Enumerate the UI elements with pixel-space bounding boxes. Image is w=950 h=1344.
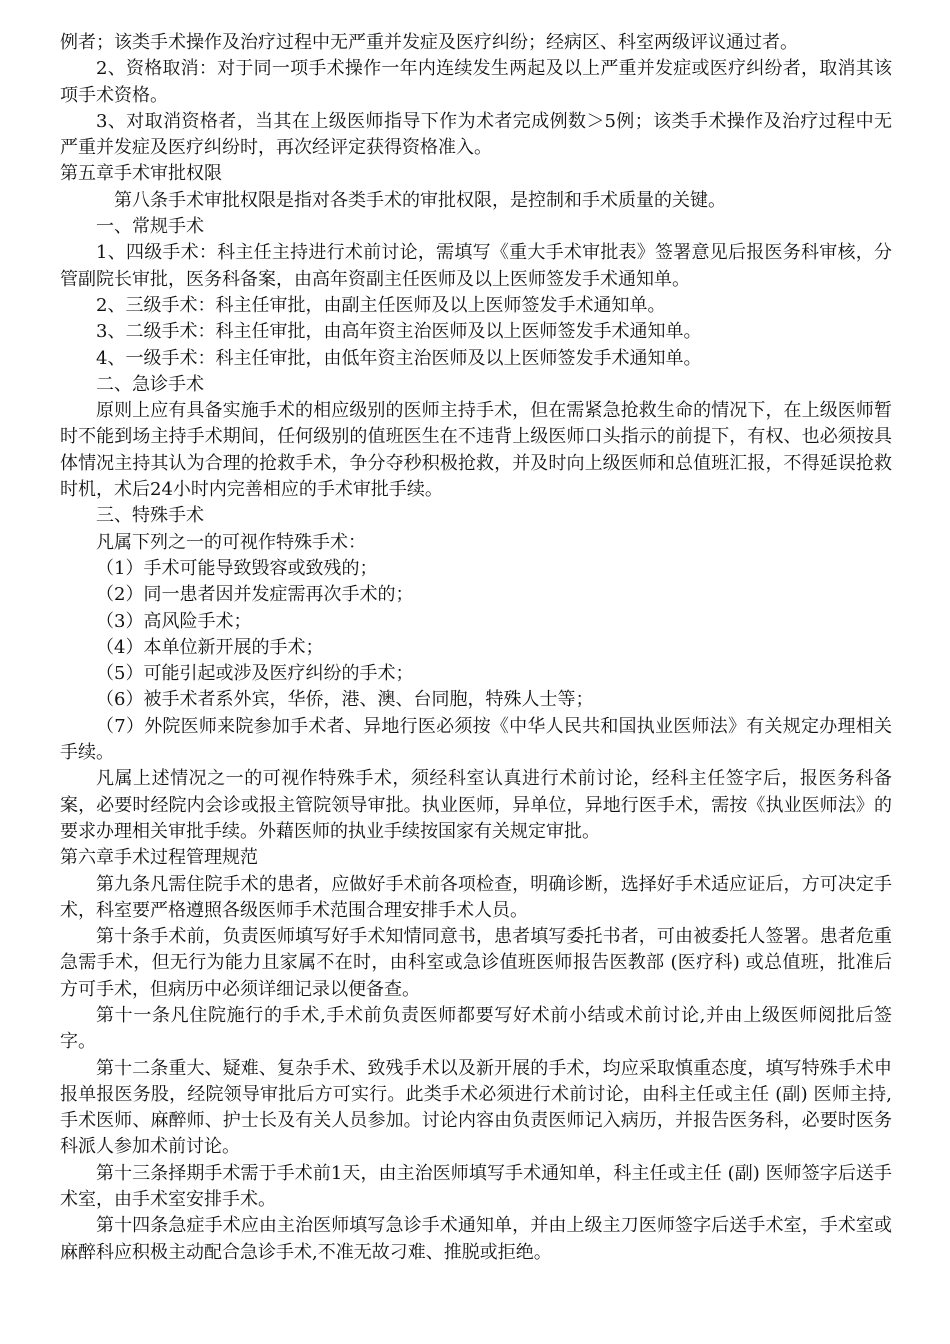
section-heading-emergency: 二、急诊手术 xyxy=(96,373,204,395)
paragraph-special-procedure: 凡属上述情况之一的可视作特殊手术，须经科室认真进行术前讨论，经科主任签字后，报医务科备案，必要时经院内会诊或报主管院领导审批。执业医师，异单位，异地行医手术，需按《执业医师法》的要求办理相关审批手续。外藉医师的执业手续按国家有关规定审批。 xyxy=(60,768,892,842)
list-item-level-3: 2、三级手术：科主任审批，由副主任医师及以上医师签发手术通知单。 xyxy=(96,294,666,316)
chapter-heading-6: 第六章手术过程管理规范 xyxy=(60,847,258,869)
paragraph-continuation: 例者；该类手术操作及治疗过程中无严重并发症及医疗纠纷；经病区、科室两级评议通过者。 xyxy=(60,32,798,53)
paragraph-special-intro: 凡属下列之一的可视作特殊手术： xyxy=(96,531,366,553)
list-item-level-4: 1、四级手术：科主任主持进行术前讨论，需填写《重大手术审批表》签署意见后报医务科审核，分管副院长审批，医务科备案，由高年资副主任医师及以上医师签发手术通知单。 xyxy=(60,242,892,290)
paragraph-qualification-cancel: 2、资格取消：对于同一项手术操作一年内连续发生两起及以上严重并发症或医疗纠纷者，取消其该项手术资格。 xyxy=(60,58,892,106)
list-item-special-4: （4）本单位新开展的手术； xyxy=(96,636,324,658)
list-item-special-6: （6）被手术者系外宾，华侨，港、澳、台同胞，特殊人士等； xyxy=(96,689,594,711)
document-page xyxy=(60,30,892,1266)
paragraph-emergency-principle: 原则上应有具备实施手术的相应级别的医师主持手术，但在需紧急抢救生命的情况下，在上级医师暂时不能到场主持手术期间，任何级别的值班医生在不违背上级医师口头指示的前提下，有权、也必须按具体情况主持其认为合理的抢救手术，争分夺秒积极抢救，并及时向上级医师和总值班汇报，不得延误抢救时机，术后24小时内完善相应的手术审批手续。 xyxy=(60,400,892,501)
list-item-special-7: （7）外院医师来院参加手术者、异地行医必须按《中华人民共和国执业医师法》有关规定办理相关手续。 xyxy=(60,715,892,764)
list-item-special-3: （3）高风险手术； xyxy=(96,610,252,632)
article-13: 第十三条择期手术需于手术前1天，由主治医师填写手术通知单，科主任或主任 (副) 医师签字后送手术室，由手术室安排手术。 xyxy=(60,1162,892,1211)
article-11: 第十一条凡住院施行的手术,手术前负责医师都要写好术前小结或术前讨论,并由上级医师阅批后签字。 xyxy=(60,1004,892,1053)
article-14: 第十四条急症手术应由主治医师填写急诊手术通知单，并由上级主刀医师签字后送手术室，手术室或麻醉科应积极主动配合急诊手术,不准无故刁难、推脱或拒绝。 xyxy=(60,1215,892,1263)
list-item-special-5: （5）可能引起或涉及医疗纠纷的手术； xyxy=(96,663,414,685)
article-9: 第九条凡需住院手术的患者，应做好手术前各项检查，明确诊断，选择好手术适应证后，方可决定手术，科室要严格遵照各级医师手术范围合理安排手术人员。 xyxy=(60,873,892,921)
list-item-level-1: 4、一级手术：科主任审批，由低年资主治医师及以上医师签发手术通知单。 xyxy=(96,347,702,369)
section-heading-routine: 一、常规手术 xyxy=(96,216,204,238)
list-item-level-2: 3、二级手术：科主任审批，由高年资主治医师及以上医师签发手术通知单。 xyxy=(96,321,702,343)
list-item-special-2: （2）同一患者因并发症需再次手术的； xyxy=(96,584,414,606)
paragraph-requalification: 3、对取消资格者，当其在上级医师指导下作为术者完成例数＞5例；该类手术操作及治疗过程中无严重并发症及医疗纠纷时，再次经评定获得资格准入。 xyxy=(60,110,892,159)
section-heading-special: 三、特殊手术 xyxy=(96,505,204,527)
article-8: 第八条手术审批权限是指对各类手术的审批权限，是控制和手术质量的关键。 xyxy=(114,189,726,211)
article-12: 第十二条重大、疑难、复杂手术、致残手术以及新开展的手术，均应采取慎重态度，填写特殊手术申报单报医务股，经院领导审批后方可实行。此类手术必须进行术前讨论，由科主任或主任 (副) 医师主持,手术医师、麻醉师、护士长及有关人员参加。讨论内容由负责医师记入病历，并报告医务科，必要时医务科派人参加术前讨论。 xyxy=(60,1057,892,1158)
list-item-special-1: （1）手术可能导致毁容或致残的； xyxy=(96,557,378,579)
article-10: 第十条手术前，负责医师填写好手术知情同意书，患者填写委托书者，可由被委托人签署。患者危重急需手术，但无行为能力且家属不在时，由科室或急诊值班医师报告医教部 (医疗科) 或总值班，批准后方可手术，但病历中必须详细记录以便备查。 xyxy=(60,926,892,1000)
chapter-heading-5: 第五章手术审批权限 xyxy=(60,163,222,185)
